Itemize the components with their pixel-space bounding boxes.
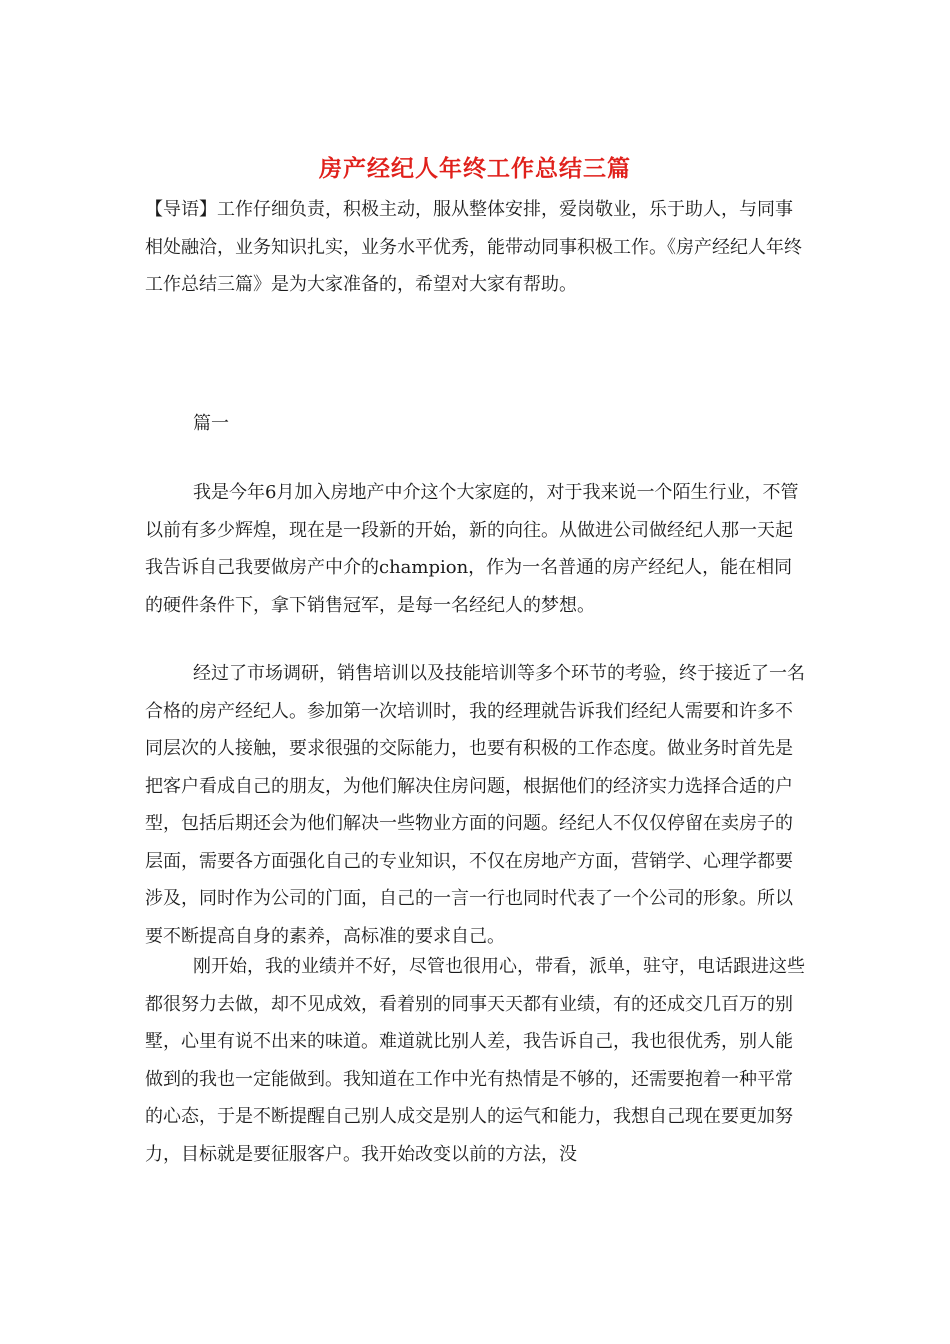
intro-paragraph: 【导语】工作仔细负责，积极主动，服从整体安排，爱岗敬业，乐于助人，与同事相处融洽，业务知识扎实，业务水平优秀，能带动同事积极工作。《房产经纪人年终工作总结三篇》是为大家准备的，希望对大家有帮助。 — [145, 199, 802, 295]
section-heading: 篇一 — [193, 413, 229, 434]
body-paragraph-3: 刚开始，我的业绩并不好，尽管也很用心，带看，派单，驻守，电话跟进这些都很努力去做，却不见成效，看着别的同事天天都有业绩，有的还成交几百万的别墅，心里有说不出来的味道。难道就比别人差，我告诉自己，我也很优秀，别人能做到的我也一定能做到。我知道在工作中光有热情是不够的，还需要抱着一种平常的心态，于是不断提醒自己别人成交是别人的运气和能力，我想自己现在要更加努力，目标就是要征服客户。我开始改变以前的方法，没 — [145, 956, 805, 1165]
document-title: 房产经纪人年终工作总结三篇 — [319, 155, 631, 182]
body-paragraph-2: 经过了市场调研，销售培训以及技能培训等多个环节的考验，终于接近了一名合格的房产经纪人。参加第一次培训时，我的经理就告诉我们经纪人需要和许多不同层次的人接触，要求很强的交际能力，也要有积极的工作态度。做业务时首先是把客户看成自己的朋友，为他们解决住房问题，根据他们的经济实力选择合适的户型，包括后期还会为他们解决一些物业方面的问题。经纪人不仅仅停留在卖房子的层面，需要各方面强化自己的专业知识，不仅在房地产方面，营销学、心理学都要涉及，同时作为公司的门面，自己的一言一行也同时代表了一个公司的形象。所以要不断提高自身的素养，高标准的要求自己。 — [145, 663, 805, 947]
body-paragraph-1: 我是今年6月加入房地产中介这个大家庭的，对于我来说一个陌生行业，不管以前有多少辉煌，现在是一段新的开始，新的向往。从做进公司做经纪人那一天起我告诉自己我要做房产中介的champion，作为一名普通的房产经纪人，能在相同的硬件条件下，拿下销售冠军，是每一名经纪人的梦想。 — [145, 482, 799, 616]
